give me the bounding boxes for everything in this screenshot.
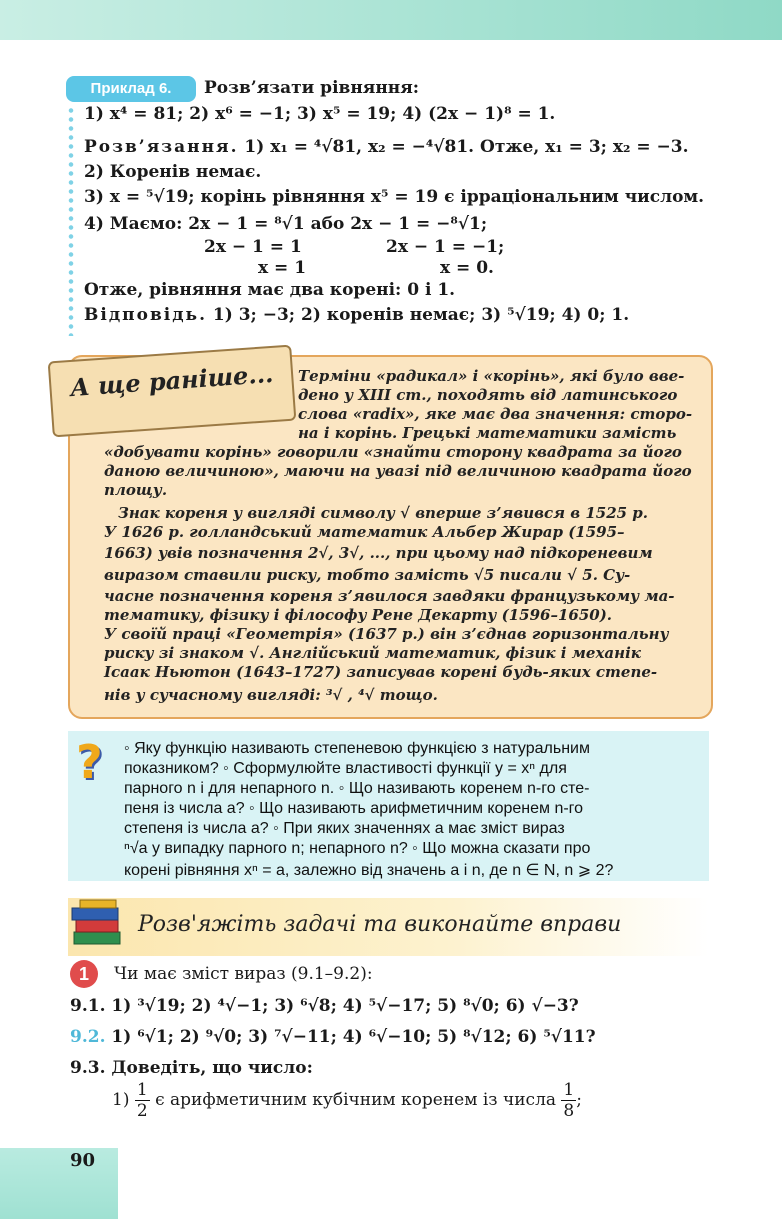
task-9-1-items: 1) ³√19; 2) ⁴√−1; 3) ⁶√8; 4) ⁵√−17; 5) ⁸√0; 6) √−3? — [111, 996, 579, 1016]
answer-label: Відповідь. — [84, 305, 207, 325]
task-9-3-1-text: є арифметичним кубічним коренем із числа — [155, 1090, 557, 1110]
task-number: 9.3. — [70, 1058, 106, 1078]
page-number: 90 — [70, 1150, 96, 1171]
example-items: 1) x⁴ = 81; 2) x⁶ = −1; 3) x⁵ = 19; 4) (2x − 1)⁸ = 1. — [84, 104, 556, 124]
top-decor-band — [0, 0, 782, 40]
question-line: пеня із числа a? ◦ Що називають арифметичним коренем n-го — [124, 800, 584, 817]
bottom-decor-band — [0, 1148, 118, 1219]
solution-step-2: 2) Коренів немає. — [84, 162, 262, 182]
task-9-3-1-end: ; — [576, 1090, 582, 1110]
example-badge: Приклад 6. — [66, 76, 196, 102]
history-line: «добувати корінь» говорили «знайти сторону квадрата за його — [104, 443, 682, 461]
tasks-intro: Чи має зміст вираз (9.1–9.2): — [114, 964, 373, 984]
history-line: Ісаак Ньютон (1643–1727) записував корені будь-яких степе- — [104, 663, 658, 681]
history-line: У 1626 р. голландський математик Альбер Жирар (1595– — [104, 523, 625, 541]
solution-step-4: 4) Маємо: 2x − 1 = ⁸√1 або 2x − 1 = −⁸√1; — [84, 214, 488, 234]
history-line: Знак кореня у вигляді символу √ вперше з’явився в 1525 р. — [118, 504, 649, 522]
fraction-denominator: 8 — [563, 1101, 575, 1121]
history-line: площу. — [104, 481, 168, 499]
question-line: степеня із числа a? ◦ При яких значеннях a має зміст вираз — [124, 820, 565, 837]
dotted-margin-line — [68, 106, 74, 336]
answer-text: 1) 3; −3; 2) коренів немає; 3) ⁵√19; 4) 0; 1. — [212, 305, 630, 325]
solution-step-4-right-1: 2x − 1 = −1; — [386, 237, 505, 257]
question-line: парного n і для непарного n. ◦ Що називають коренем n-го сте- — [124, 780, 590, 797]
question-line: показником? ◦ Сформулюйте властивості функції y = xⁿ для — [124, 760, 567, 777]
history-line: У своїй праці «Геометрія» (1637 р.) він з’єднав горизонтальну — [104, 625, 669, 643]
history-line: на і корінь. Грецькі математики замість — [298, 424, 677, 442]
task-number: 9.2. — [70, 1027, 106, 1047]
history-title: А ще раніше... — [69, 358, 275, 403]
history-line: виразом ставили риску, тобто замість √5 писали √ 5. Су- — [104, 566, 631, 584]
fraction-numerator: 1 — [563, 1080, 575, 1100]
task-number: 9.1. — [70, 996, 106, 1016]
history-line: дено у XIII ст., походять від латинського — [298, 386, 678, 404]
difficulty-level-badge: 1 — [70, 960, 98, 988]
tasks-header-title: Розв'яжіть задачі та виконайте вправи — [138, 912, 622, 937]
question-line: ⁿ√a у випадку парного n; непарного n? ◦ Що можна сказати про — [124, 840, 591, 857]
solution-step-4-right-2: x = 0. — [440, 258, 494, 278]
history-line: Терміни «радикал» і «корінь», які було вве- — [298, 367, 685, 385]
solution-step-4-left-1: 2x − 1 = 1 — [204, 237, 302, 257]
history-line: тематику, фізику і філософу Рене Декарту (1596–1650). — [104, 606, 613, 624]
history-line: часне позначення кореня з’явилося завдяки французькому ма- — [104, 587, 675, 605]
example-task: Розв’язати рівняння: — [204, 78, 420, 98]
solution-step-1: 1) x₁ = ⁴√81, x₂ = −⁴√81. Отже, x₁ = 3; x₂ = −3. — [244, 137, 689, 157]
task-9-3-1-label: 1) — [112, 1090, 130, 1110]
solution-step-4-left-2: x = 1 — [258, 258, 307, 278]
solution-label: Розв’язання. — [84, 137, 239, 157]
question-line: корені рівняння xⁿ = a, залежно від значень a і n, де n ∈ N, n ⩾ 2? — [124, 862, 614, 879]
history-line: риску зі знаком √. Англійський математик, фізик і механік — [104, 644, 641, 662]
history-line: слова «radix», яке має два значення: сторо- — [298, 405, 693, 423]
fraction-one-eighth — [561, 1080, 576, 1121]
question-mark-icon: ? — [76, 735, 103, 789]
history-line: даною величиною», маючи на увазі під величиною квадрата його — [104, 462, 692, 480]
question-line: ◦ Яку функцію називають степеневою функцією з натуральним — [124, 740, 590, 757]
history-line: нів у сучасному вигляді: ³√ , ⁴√ тощо. — [104, 686, 438, 704]
fraction-one-half — [135, 1080, 150, 1121]
task-9-2-items: 1) ⁶√1; 2) ⁹√0; 3) ⁷√−11; 4) ⁶√−10; 5) ⁸√12; 6) ⁵√11? — [111, 1027, 596, 1047]
solution-conclusion: Отже, рівняння має два корені: 0 і 1. — [84, 280, 456, 300]
solution-step-3: 3) x = ⁵√19; корінь рівняння x⁵ = 19 є ірраціональним числом. — [84, 187, 705, 207]
books-icon — [70, 898, 126, 950]
fraction-numerator: 1 — [136, 1080, 148, 1100]
task-9-3-text: Доведіть, що число: — [111, 1058, 313, 1078]
history-line: 1663) увів позначення 2√, 3√, ..., при цьому над підкореневим — [104, 544, 653, 562]
fraction-denominator: 2 — [136, 1101, 148, 1121]
